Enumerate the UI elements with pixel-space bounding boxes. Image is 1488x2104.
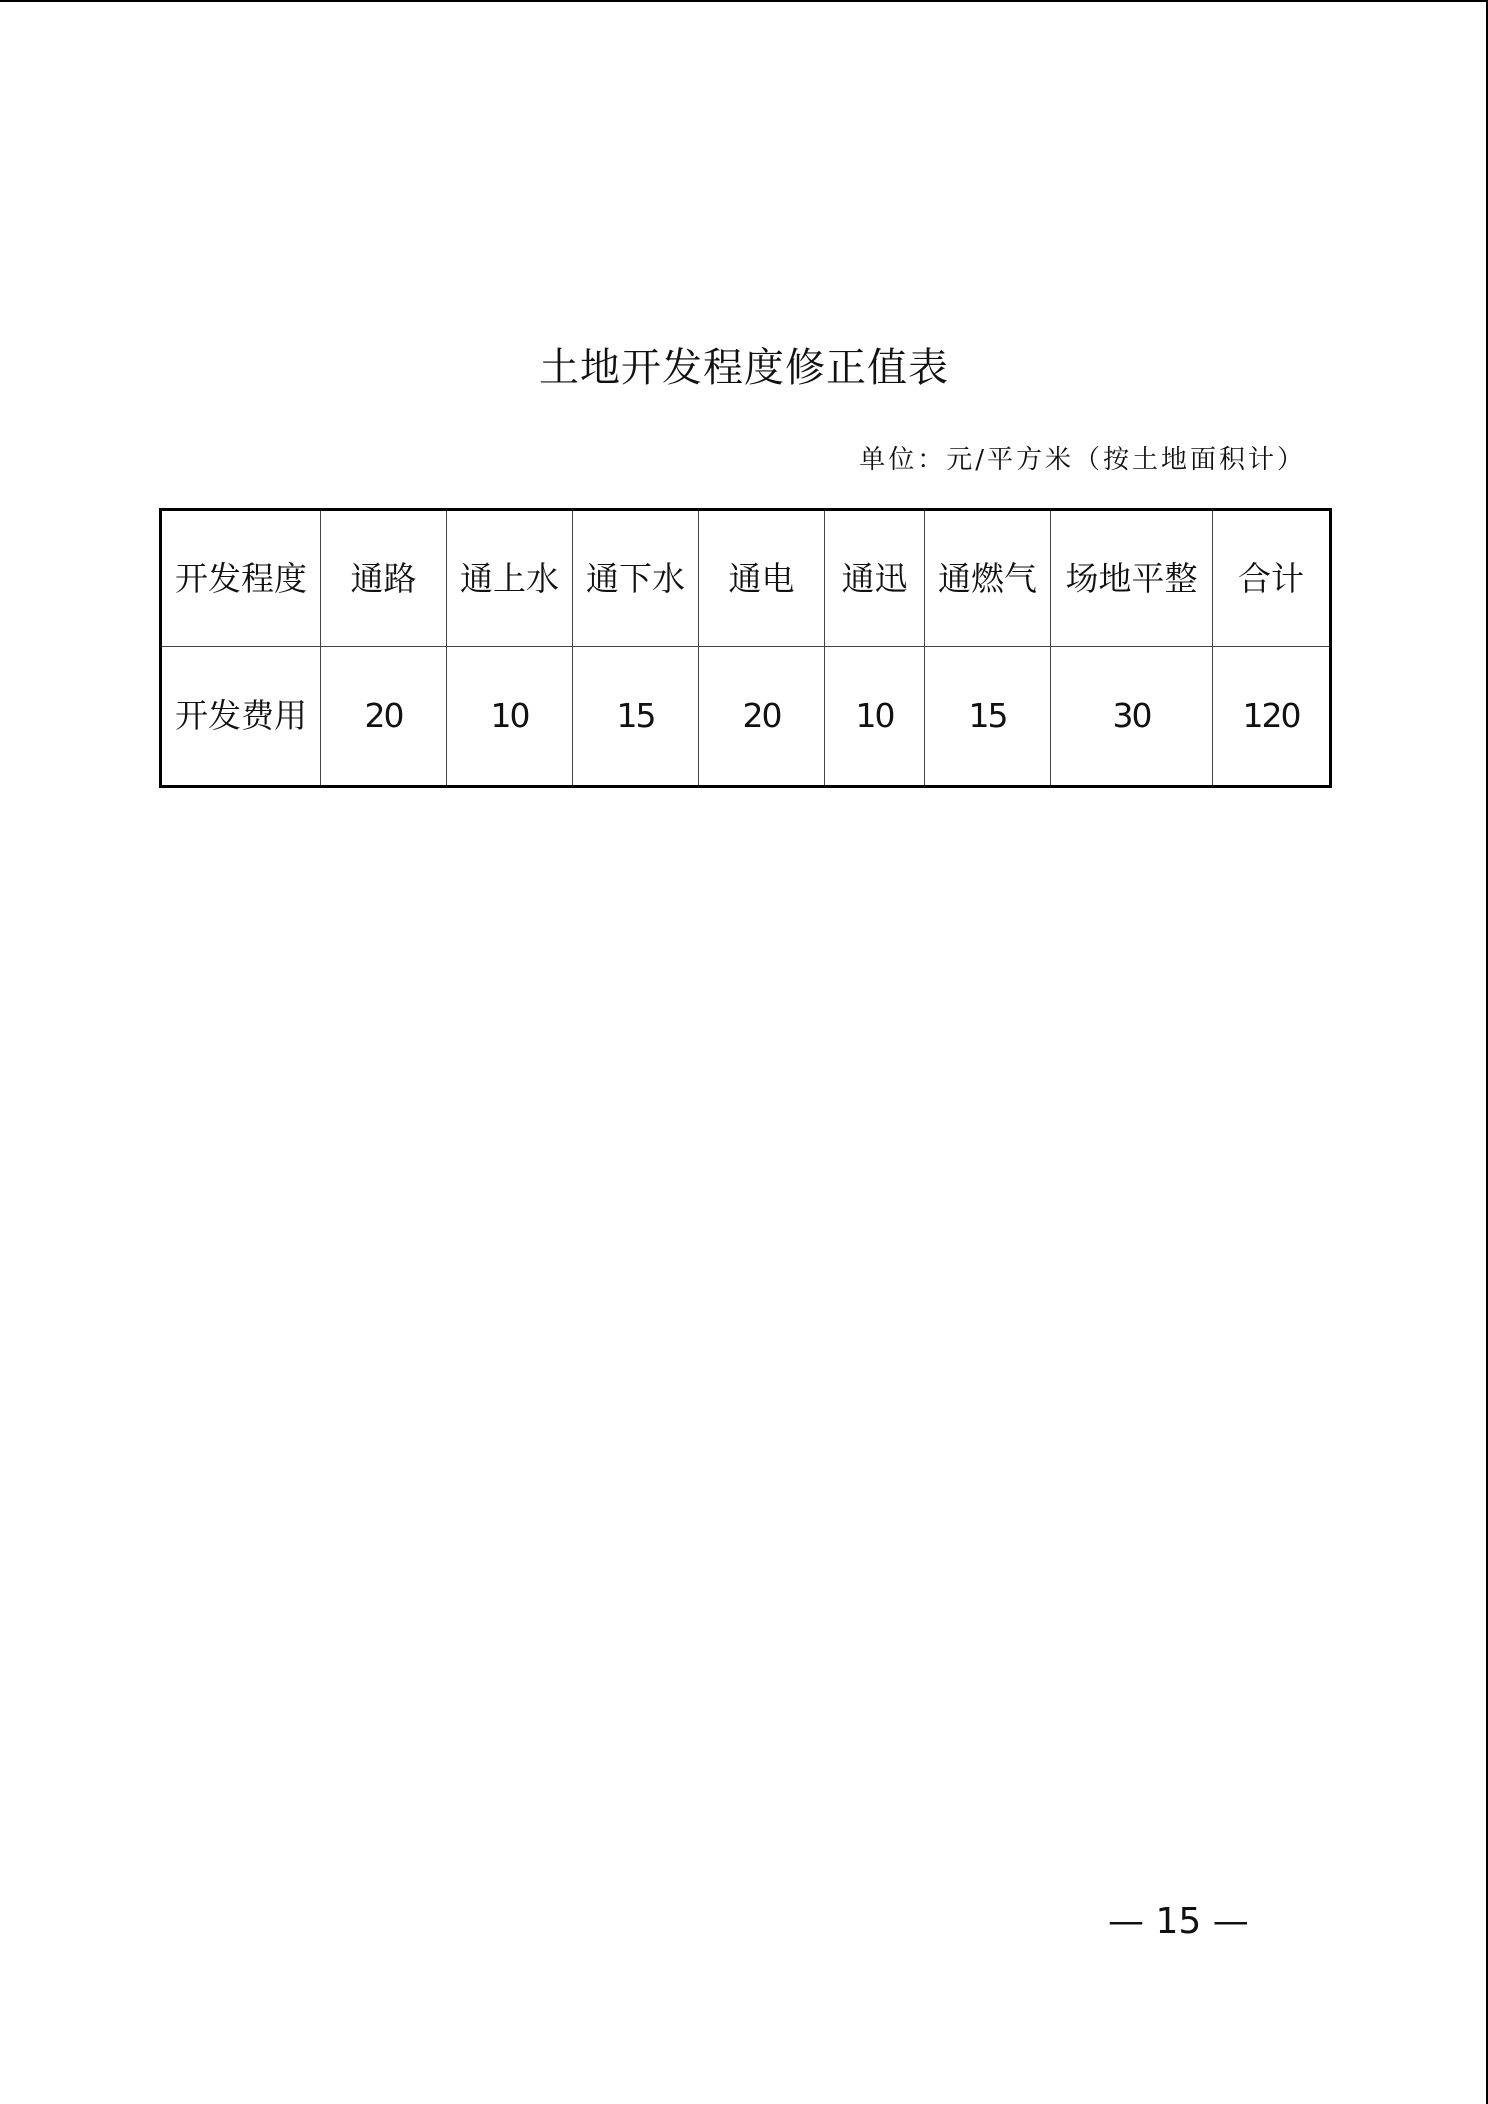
header-cell-site-leveling: 场地平整 [1051, 510, 1213, 647]
row-label-cell: 开发费用 [161, 647, 321, 787]
value-cell-electricity: 20 [699, 647, 825, 787]
document-title: 土地开发程度修正值表 [539, 345, 949, 391]
value-cell-drainage: 15 [573, 647, 699, 787]
unit-note: 单位：元/平方米（按土地面积计） [859, 445, 1306, 475]
header-cell-electricity: 通电 [699, 510, 825, 647]
value-cell-site-leveling: 30 [1051, 647, 1213, 787]
header-cell-water-supply: 通上水 [447, 510, 573, 647]
value-cell-telecom: 10 [825, 647, 925, 787]
value-cell-road: 20 [321, 647, 447, 787]
development-correction-table [159, 508, 1332, 788]
value-cell-gas: 15 [925, 647, 1051, 787]
table-header-row [161, 510, 1331, 647]
table-row [161, 647, 1331, 787]
header-label-cell: 开发程度 [161, 510, 321, 647]
value-cell-total: 120 [1213, 647, 1331, 787]
page-number: — 15 — [1108, 1901, 1249, 1942]
value-cell-water-supply: 10 [447, 647, 573, 787]
header-cell-gas: 通燃气 [925, 510, 1051, 647]
header-cell-telecom: 通迅 [825, 510, 925, 647]
header-cell-total: 合计 [1213, 510, 1331, 647]
header-cell-road: 通路 [321, 510, 447, 647]
header-cell-drainage: 通下水 [573, 510, 699, 647]
